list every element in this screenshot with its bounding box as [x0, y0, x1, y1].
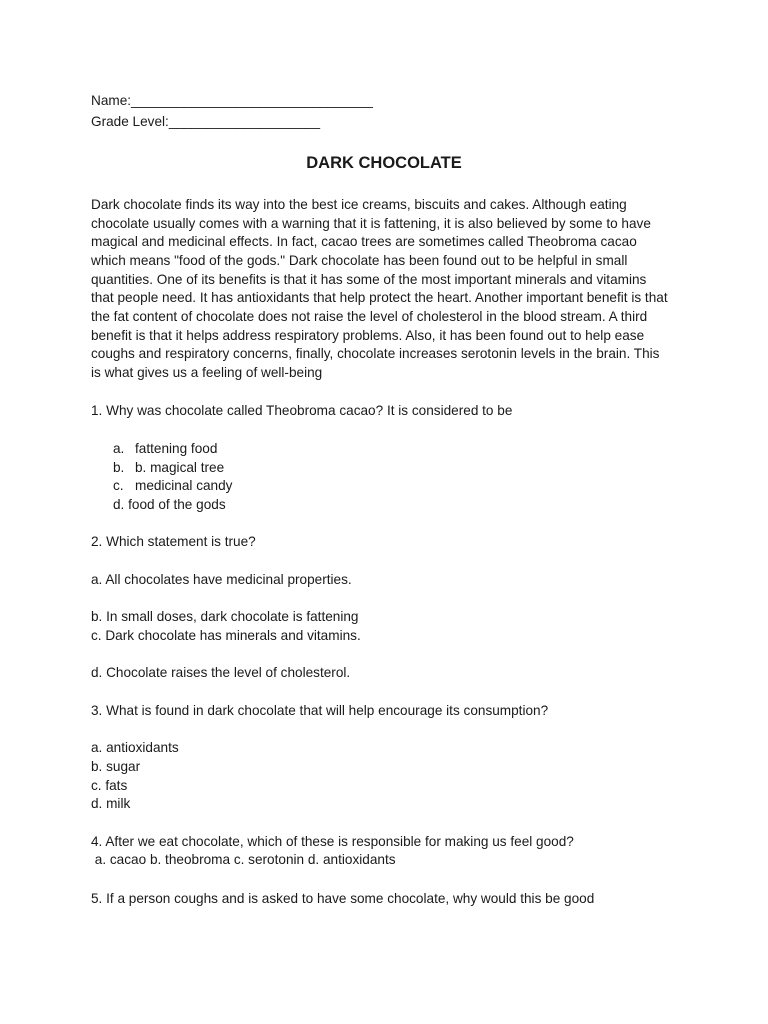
- option-marker: c.: [113, 478, 124, 493]
- option-d: d. Chocolate raises the level of cholesterol.: [91, 665, 351, 680]
- passage-line: Dark chocolate finds its way into the best ice creams, biscuits and cakes. Although eating: [91, 197, 627, 212]
- list-item: [113, 459, 224, 477]
- option-text: b. magical tree: [135, 460, 225, 475]
- option-marker: b.: [113, 460, 125, 475]
- option-a: a. All chocolates have medicinal properties.: [91, 572, 352, 587]
- passage-line: coughs and respiratory concerns, finally, chocolate increases serotonin levels in the brain. This: [91, 346, 660, 361]
- option-b: b. In small doses, dark chocolate is fattening: [91, 609, 359, 624]
- option-text: fattening food: [135, 441, 218, 456]
- question-text: 4. After we eat chocolate, which of these is responsible for making us feel good?: [91, 834, 574, 849]
- passage-line: that people need. It has antioxidants that help protect the heart. Another important benefit is that: [91, 290, 668, 305]
- passage-line: benefit is that it helps address respiratory problems. Also, it has been found out to help ease: [91, 328, 645, 343]
- option-c: c. Dark chocolate has minerals and vitamins.: [91, 628, 361, 643]
- option-text: d. food of the gods: [113, 497, 226, 512]
- name-field-label: Name:________________________________: [91, 93, 373, 108]
- list-item: [113, 440, 217, 458]
- page-title: DARK CHOCOLATE: [306, 154, 462, 172]
- list-item: [113, 477, 232, 495]
- options-inline: a. cacao b. theobroma c. serotonin d. antioxidants: [91, 852, 396, 867]
- passage-line: magical and medicinal effects. In fact, cacao trees are sometimes called Theobroma cacao: [91, 234, 637, 249]
- passage-line: which means "food of the gods." Dark chocolate has been found out to be helpful in small: [91, 253, 628, 268]
- question-text: 2. Which statement is true?: [91, 534, 256, 549]
- question-text: 1. Why was chocolate called Theobroma cacao? It is considered to be: [91, 403, 513, 418]
- passage-line: chocolate usually comes with a warning that it is fattening, it is also believed by some to have: [91, 216, 651, 231]
- option-text: medicinal candy: [135, 478, 233, 493]
- list-item: [113, 496, 226, 514]
- passage-line: quantities. One of its benefits is that it has some of the most important minerals and vitamins: [91, 272, 647, 287]
- grade-level-field-label: Grade Level:____________________: [91, 114, 321, 129]
- passage-line: is what gives us a feeling of well-being: [91, 365, 323, 380]
- option-marker: a.: [113, 441, 125, 456]
- option-b: b. sugar: [91, 759, 141, 774]
- question-text: 5. If a person coughs and is asked to have some chocolate, why would this be good: [91, 891, 595, 906]
- option-a: a. antioxidants: [91, 740, 179, 755]
- question-text: 3. What is found in dark chocolate that will help encourage its consumption?: [91, 703, 549, 718]
- passage-line: the fat content of chocolate does not raise the level of cholesterol in the blood stream. A third: [91, 309, 648, 324]
- option-c: c. fats: [91, 778, 128, 793]
- option-d: d. milk: [91, 796, 131, 811]
